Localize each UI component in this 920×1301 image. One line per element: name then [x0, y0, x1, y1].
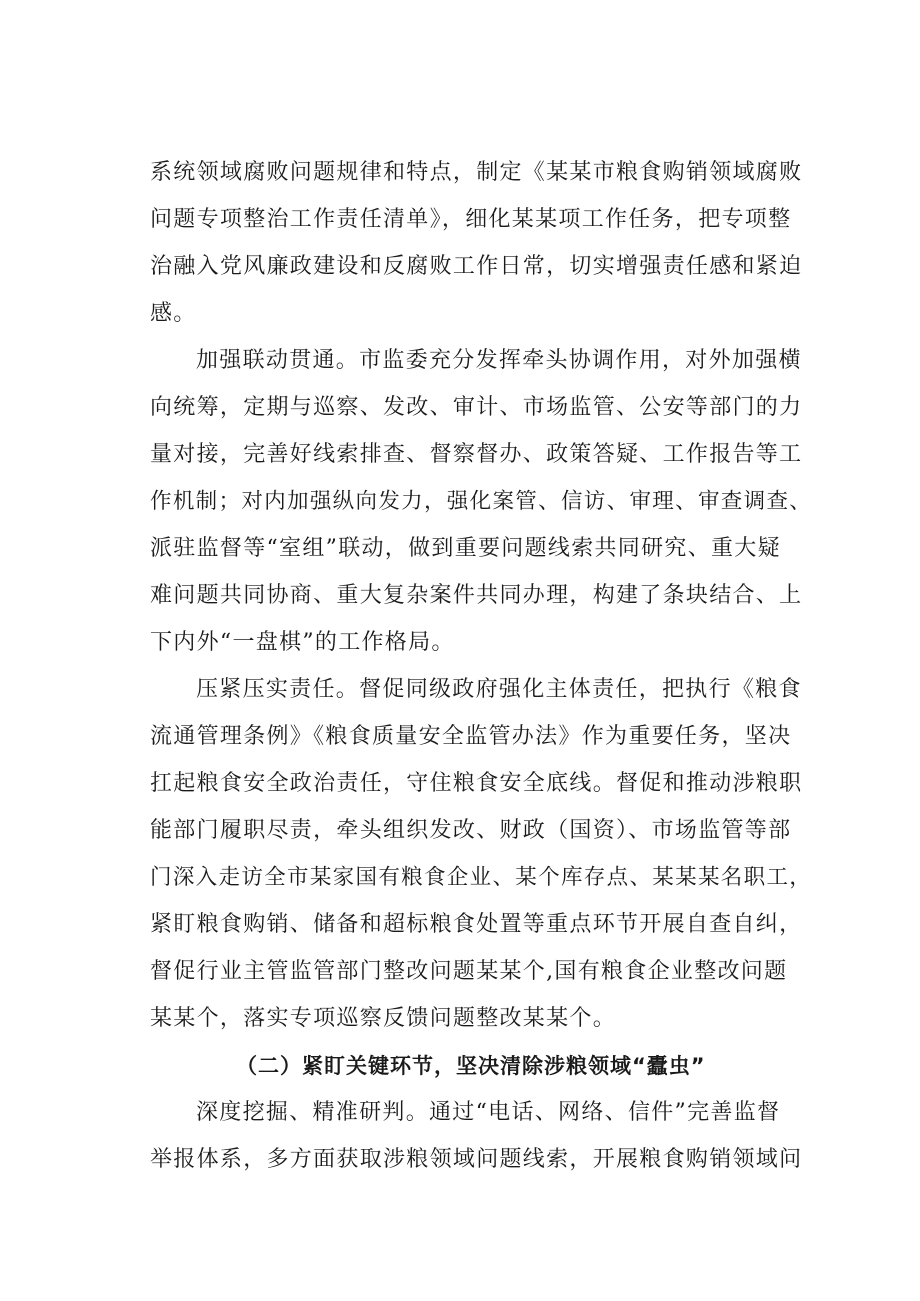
text-line: 难问题共同协商、重大复杂案件共同办理，构建了条块结合、上	[150, 583, 803, 608]
text-line: 能部门履职尽责，牵头组织发改、财政（国资）、市场监管等部	[150, 818, 792, 843]
text-line: 作机制；对内加强纵向发力，强化案管、信访、审理、审查调查、	[150, 489, 813, 514]
text-line: 派驻监督等“室组”联动，做到重要问题线索共同研究、重大疑	[150, 536, 781, 561]
text-line: 感。	[150, 301, 197, 326]
text-line: 流通管理条例》《粮食质量安全监管办法》作为重要任务，坚决	[150, 724, 792, 749]
text-line: 某某个，落实专项巡察反馈问题整改某某个。	[150, 1006, 617, 1031]
text-line: 量对接，完善好线索排查、督察督办、政策答疑、工作报告等工	[150, 442, 803, 467]
text-line: 治融入党风廉政建设和反腐败工作日常，切实增强责任感和紧迫	[150, 254, 803, 279]
text-line: 向统筹，定期与巡察、发改、审计、市场监管、公安等部门的力	[150, 395, 803, 420]
text-line: 系统领域腐败问题规律和特点，制定《某某市粮食购销领域腐败	[150, 160, 803, 185]
text-line: 举报体系，多方面获取涉粮领域问题线索，开展粮食购销领域问	[150, 1147, 803, 1172]
text-line: 紧盯粮食购销、储备和超标粮食处置等重点环节开展自查自纠，	[150, 912, 803, 937]
text-line: 问题专项整治工作责任清单》，细化某某项工作任务，把专项整	[150, 207, 792, 232]
text-line: 督促行业主管监管部门整改问题某某个,国有粮食企业整改问题	[150, 959, 788, 984]
section-heading: （二）紧盯关键环节，坚决清除涉粮领域“蠹虫”	[236, 1054, 706, 1078]
text-line: 门深入走访全市某家国有粮食企业、某个库存点、某某某名职工，	[150, 865, 813, 890]
paragraph-first-line: 加强联动贯通。市监委充分发挥牵头协调作用，对外加强横	[196, 348, 802, 373]
paragraph-first-line: 深度挖掘、精准研判。通过“电话、网络、信件”完善监督	[196, 1100, 781, 1125]
paragraph-first-line: 压紧压实责任。督促同级政府强化主体责任，把执行《粮食	[196, 677, 802, 702]
text-line: 下内外“一盘棋”的工作格局。	[150, 630, 455, 655]
text-line: 扛起粮食安全政治责任，守住粮食安全底线。督促和推动涉粮职	[150, 771, 803, 796]
